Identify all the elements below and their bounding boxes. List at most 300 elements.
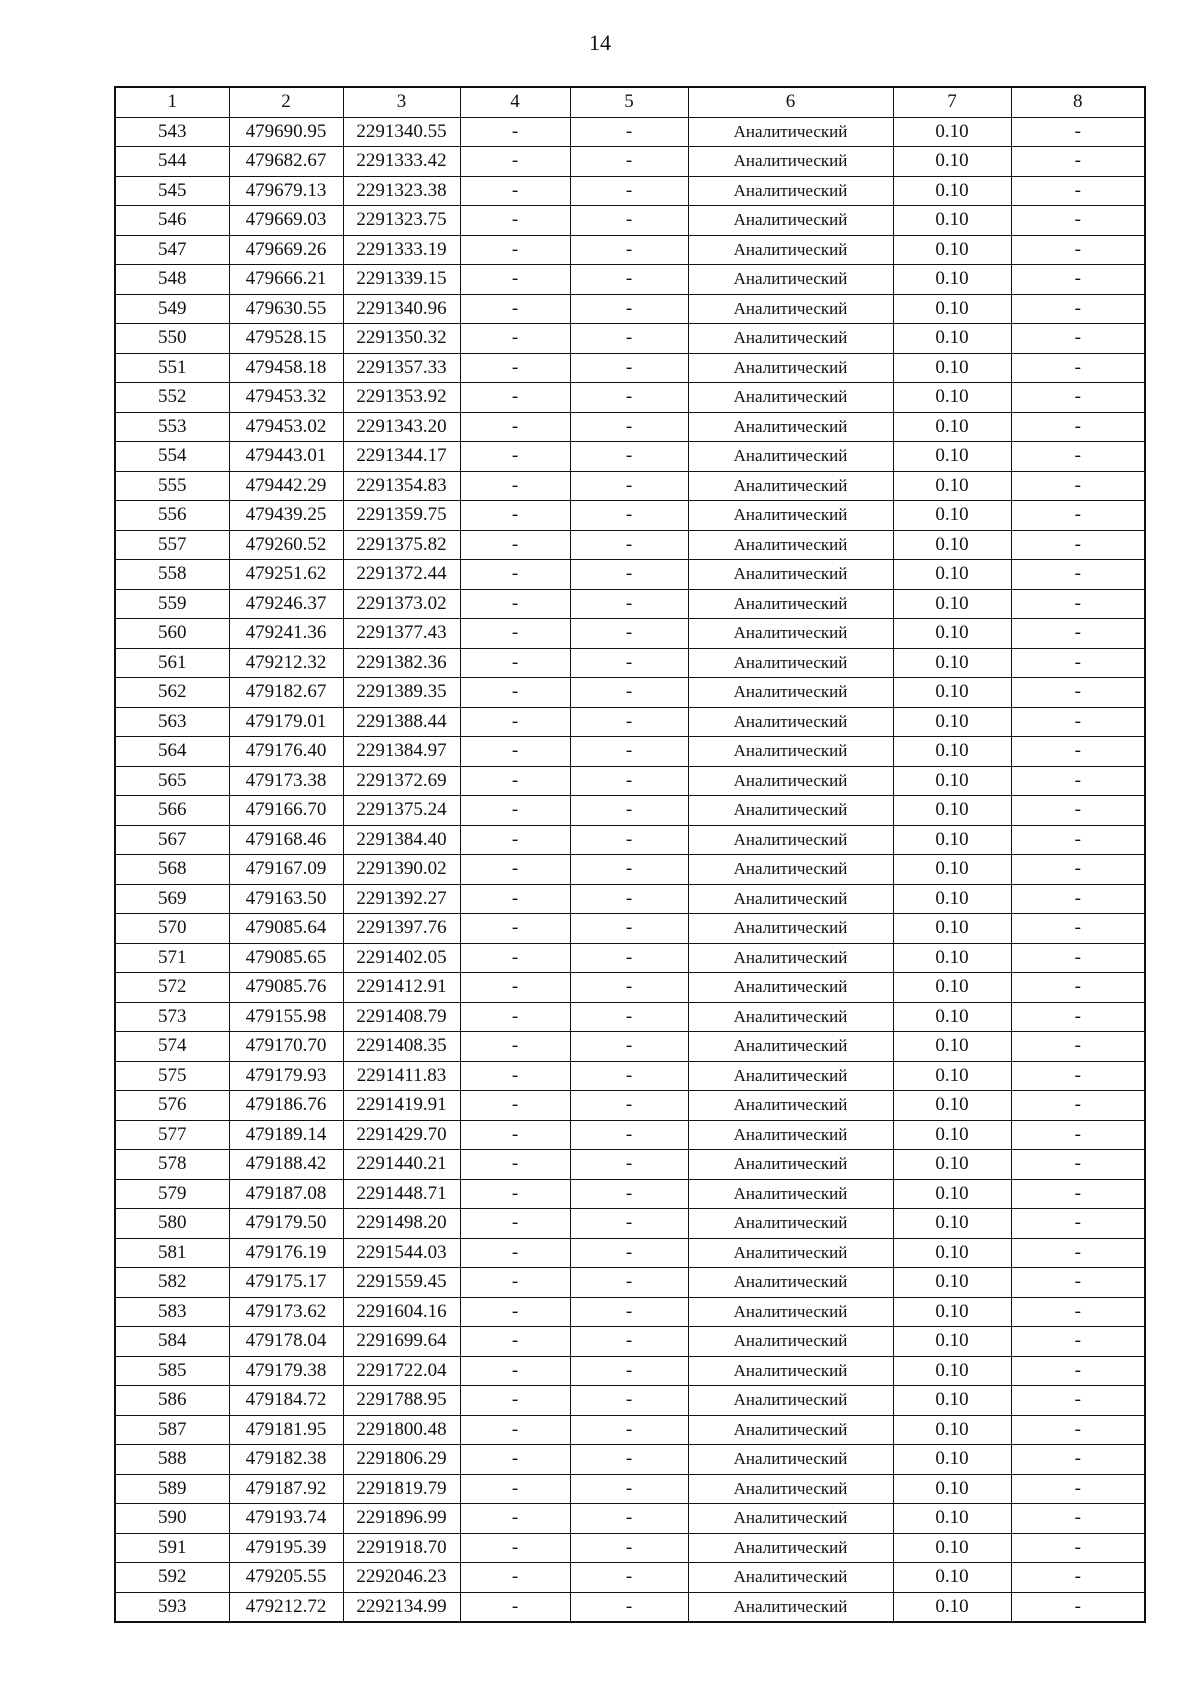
table-row — [115, 471, 1145, 501]
col5-cell: - — [570, 619, 688, 649]
col4-cell: - — [460, 1386, 570, 1416]
y-coordinate-cell: 2291372.44 — [343, 560, 460, 590]
col5-cell: - — [570, 1120, 688, 1150]
method-cell: Аналитический — [688, 442, 893, 472]
col4-cell: - — [460, 1091, 570, 1121]
point-number-cell: 577 — [115, 1120, 229, 1150]
col8-cell: - — [1011, 1386, 1145, 1416]
point-number-cell: 559 — [115, 589, 229, 619]
y-coordinate-cell: 2291604.16 — [343, 1297, 460, 1327]
accuracy-cell: 0.10 — [893, 147, 1011, 177]
column-header: 6 — [688, 87, 893, 117]
x-coordinate-cell: 479179.50 — [229, 1209, 343, 1239]
y-coordinate-cell: 2291440.21 — [343, 1150, 460, 1180]
y-coordinate-cell: 2291402.05 — [343, 943, 460, 973]
accuracy-cell: 0.10 — [893, 766, 1011, 796]
col5-cell: - — [570, 737, 688, 767]
point-number-cell: 576 — [115, 1091, 229, 1121]
col4-cell: - — [460, 1415, 570, 1445]
y-coordinate-cell: 2291384.97 — [343, 737, 460, 767]
x-coordinate-cell: 479453.32 — [229, 383, 343, 413]
x-coordinate-cell: 479168.46 — [229, 825, 343, 855]
accuracy-cell: 0.10 — [893, 117, 1011, 147]
col4-cell: - — [460, 1327, 570, 1357]
accuracy-cell: 0.10 — [893, 1592, 1011, 1622]
method-cell: Аналитический — [688, 589, 893, 619]
point-number-cell: 586 — [115, 1386, 229, 1416]
x-coordinate-cell: 479251.62 — [229, 560, 343, 590]
accuracy-cell: 0.10 — [893, 265, 1011, 295]
accuracy-cell: 0.10 — [893, 501, 1011, 531]
col5-cell: - — [570, 1179, 688, 1209]
col8-cell: - — [1011, 973, 1145, 1003]
col4-cell: - — [460, 501, 570, 531]
x-coordinate-cell: 479246.37 — [229, 589, 343, 619]
x-coordinate-cell: 479182.67 — [229, 678, 343, 708]
accuracy-cell: 0.10 — [893, 1120, 1011, 1150]
y-coordinate-cell: 2291412.91 — [343, 973, 460, 1003]
y-coordinate-cell: 2291419.91 — [343, 1091, 460, 1121]
col5-cell: - — [570, 648, 688, 678]
x-coordinate-cell: 479528.15 — [229, 324, 343, 354]
x-coordinate-cell: 479458.18 — [229, 353, 343, 383]
method-cell: Аналитический — [688, 884, 893, 914]
table-row — [115, 1150, 1145, 1180]
point-number-cell: 565 — [115, 766, 229, 796]
col8-cell: - — [1011, 1297, 1145, 1327]
table-row — [115, 678, 1145, 708]
col5-cell: - — [570, 825, 688, 855]
col5-cell: - — [570, 265, 688, 295]
col8-cell: - — [1011, 412, 1145, 442]
col8-cell: - — [1011, 1563, 1145, 1593]
point-number-cell: 545 — [115, 176, 229, 206]
col4-cell: - — [460, 1120, 570, 1150]
col8-cell: - — [1011, 147, 1145, 177]
x-coordinate-cell: 479690.95 — [229, 117, 343, 147]
y-coordinate-cell: 2291397.76 — [343, 914, 460, 944]
accuracy-cell: 0.10 — [893, 1268, 1011, 1298]
x-coordinate-cell: 479666.21 — [229, 265, 343, 295]
y-coordinate-cell: 2291359.75 — [343, 501, 460, 531]
table-row — [115, 1504, 1145, 1534]
table-row — [115, 648, 1145, 678]
col8-cell: - — [1011, 442, 1145, 472]
col4-cell: - — [460, 1032, 570, 1062]
y-coordinate-cell: 2291372.69 — [343, 766, 460, 796]
point-number-cell: 556 — [115, 501, 229, 531]
y-coordinate-cell: 2291448.71 — [343, 1179, 460, 1209]
col4-cell: - — [460, 648, 570, 678]
table-row — [115, 1327, 1145, 1357]
col4-cell: - — [460, 1002, 570, 1032]
x-coordinate-cell: 479212.32 — [229, 648, 343, 678]
method-cell: Аналитический — [688, 1533, 893, 1563]
table-row — [115, 501, 1145, 531]
y-coordinate-cell: 2291559.45 — [343, 1268, 460, 1298]
y-coordinate-cell: 2291353.92 — [343, 383, 460, 413]
y-coordinate-cell: 2291333.42 — [343, 147, 460, 177]
col5-cell: - — [570, 1150, 688, 1180]
table-row — [115, 353, 1145, 383]
col5-cell: - — [570, 1592, 688, 1622]
col5-cell: - — [570, 1563, 688, 1593]
point-number-cell: 590 — [115, 1504, 229, 1534]
col5-cell: - — [570, 678, 688, 708]
y-coordinate-cell: 2291323.75 — [343, 206, 460, 236]
accuracy-cell: 0.10 — [893, 884, 1011, 914]
col5-cell: - — [570, 235, 688, 265]
method-cell: Аналитический — [688, 678, 893, 708]
point-number-cell: 585 — [115, 1356, 229, 1386]
point-number-cell: 592 — [115, 1563, 229, 1593]
col5-cell: - — [570, 383, 688, 413]
x-coordinate-cell: 479166.70 — [229, 796, 343, 826]
table-row — [115, 737, 1145, 767]
column-header: 8 — [1011, 87, 1145, 117]
col4-cell: - — [460, 1268, 570, 1298]
col4-cell: - — [460, 914, 570, 944]
y-coordinate-cell: 2291800.48 — [343, 1415, 460, 1445]
table-row — [115, 265, 1145, 295]
accuracy-cell: 0.10 — [893, 589, 1011, 619]
col5-cell: - — [570, 973, 688, 1003]
method-cell: Аналитический — [688, 1504, 893, 1534]
col5-cell: - — [570, 766, 688, 796]
method-cell: Аналитический — [688, 973, 893, 1003]
x-coordinate-cell: 479176.40 — [229, 737, 343, 767]
x-coordinate-cell: 479443.01 — [229, 442, 343, 472]
column-header: 2 — [229, 87, 343, 117]
x-coordinate-cell: 479439.25 — [229, 501, 343, 531]
method-cell: Аналитический — [688, 855, 893, 885]
x-coordinate-cell: 479453.02 — [229, 412, 343, 442]
col4-cell: - — [460, 1238, 570, 1268]
col5-cell: - — [570, 1415, 688, 1445]
y-coordinate-cell: 2291806.29 — [343, 1445, 460, 1475]
point-number-cell: 548 — [115, 265, 229, 295]
col8-cell: - — [1011, 1238, 1145, 1268]
accuracy-cell: 0.10 — [893, 1327, 1011, 1357]
y-coordinate-cell: 2291375.24 — [343, 796, 460, 826]
point-number-cell: 563 — [115, 707, 229, 737]
table-row — [115, 1238, 1145, 1268]
point-number-cell: 567 — [115, 825, 229, 855]
table-row — [115, 117, 1145, 147]
point-number-cell: 561 — [115, 648, 229, 678]
method-cell: Аналитический — [688, 737, 893, 767]
point-number-cell: 589 — [115, 1474, 229, 1504]
x-coordinate-cell: 479085.64 — [229, 914, 343, 944]
col4-cell: - — [460, 1356, 570, 1386]
point-number-cell: 579 — [115, 1179, 229, 1209]
table-row — [115, 796, 1145, 826]
col8-cell: - — [1011, 1209, 1145, 1239]
accuracy-cell: 0.10 — [893, 530, 1011, 560]
col8-cell: - — [1011, 1150, 1145, 1180]
accuracy-cell: 0.10 — [893, 1533, 1011, 1563]
point-number-cell: 587 — [115, 1415, 229, 1445]
method-cell: Аналитический — [688, 471, 893, 501]
col5-cell: - — [570, 1504, 688, 1534]
col8-cell: - — [1011, 1327, 1145, 1357]
col4-cell: - — [460, 265, 570, 295]
method-cell: Аналитический — [688, 1474, 893, 1504]
x-coordinate-cell: 479179.38 — [229, 1356, 343, 1386]
x-coordinate-cell: 479173.62 — [229, 1297, 343, 1327]
method-cell: Аналитический — [688, 235, 893, 265]
point-number-cell: 552 — [115, 383, 229, 413]
table-row — [115, 1209, 1145, 1239]
table-row — [115, 1533, 1145, 1563]
col5-cell: - — [570, 1327, 688, 1357]
col8-cell: - — [1011, 176, 1145, 206]
col5-cell: - — [570, 294, 688, 324]
col5-cell: - — [570, 530, 688, 560]
method-cell: Аналитический — [688, 501, 893, 531]
method-cell: Аналитический — [688, 1209, 893, 1239]
col4-cell: - — [460, 884, 570, 914]
point-number-cell: 591 — [115, 1533, 229, 1563]
x-coordinate-cell: 479173.38 — [229, 766, 343, 796]
table-row — [115, 1415, 1145, 1445]
col8-cell: - — [1011, 1061, 1145, 1091]
method-cell: Аналитический — [688, 294, 893, 324]
x-coordinate-cell: 479193.74 — [229, 1504, 343, 1534]
col4-cell: - — [460, 294, 570, 324]
table-row — [115, 176, 1145, 206]
col4-cell: - — [460, 589, 570, 619]
y-coordinate-cell: 2291339.15 — [343, 265, 460, 295]
col8-cell: - — [1011, 530, 1145, 560]
accuracy-cell: 0.10 — [893, 176, 1011, 206]
col5-cell: - — [570, 589, 688, 619]
accuracy-cell: 0.10 — [893, 1091, 1011, 1121]
y-coordinate-cell: 2291340.96 — [343, 294, 460, 324]
col5-cell: - — [570, 707, 688, 737]
method-cell: Аналитический — [688, 265, 893, 295]
table-row — [115, 235, 1145, 265]
accuracy-cell: 0.10 — [893, 1002, 1011, 1032]
x-coordinate-cell: 479187.92 — [229, 1474, 343, 1504]
point-number-cell: 553 — [115, 412, 229, 442]
col5-cell: - — [570, 1209, 688, 1239]
accuracy-cell: 0.10 — [893, 1179, 1011, 1209]
y-coordinate-cell: 2291498.20 — [343, 1209, 460, 1239]
col5-cell: - — [570, 117, 688, 147]
col8-cell: - — [1011, 235, 1145, 265]
col8-cell: - — [1011, 914, 1145, 944]
method-cell: Аналитический — [688, 766, 893, 796]
method-cell: Аналитический — [688, 796, 893, 826]
col4-cell: - — [460, 1504, 570, 1534]
y-coordinate-cell: 2291350.32 — [343, 324, 460, 354]
point-number-cell: 573 — [115, 1002, 229, 1032]
method-cell: Аналитический — [688, 206, 893, 236]
table-body — [115, 117, 1145, 1622]
col8-cell: - — [1011, 884, 1145, 914]
col5-cell: - — [570, 914, 688, 944]
table-row — [115, 412, 1145, 442]
point-number-cell: 569 — [115, 884, 229, 914]
accuracy-cell: 0.10 — [893, 1238, 1011, 1268]
col8-cell: - — [1011, 353, 1145, 383]
header-row — [115, 87, 1145, 117]
col4-cell: - — [460, 766, 570, 796]
method-cell: Аналитический — [688, 914, 893, 944]
accuracy-cell: 0.10 — [893, 1415, 1011, 1445]
accuracy-cell: 0.10 — [893, 1445, 1011, 1475]
col5-cell: - — [570, 471, 688, 501]
col8-cell: - — [1011, 1592, 1145, 1622]
col4-cell: - — [460, 117, 570, 147]
col8-cell: - — [1011, 1474, 1145, 1504]
point-number-cell: 554 — [115, 442, 229, 472]
accuracy-cell: 0.10 — [893, 678, 1011, 708]
table-row — [115, 1268, 1145, 1298]
point-number-cell: 588 — [115, 1445, 229, 1475]
table-row — [115, 914, 1145, 944]
col5-cell: - — [570, 1297, 688, 1327]
table-row — [115, 530, 1145, 560]
table-row — [115, 206, 1145, 236]
x-coordinate-cell: 479241.36 — [229, 619, 343, 649]
y-coordinate-cell: 2291344.17 — [343, 442, 460, 472]
table-row — [115, 1032, 1145, 1062]
col4-cell: - — [460, 1474, 570, 1504]
col8-cell: - — [1011, 1091, 1145, 1121]
point-number-cell: 593 — [115, 1592, 229, 1622]
col4-cell: - — [460, 471, 570, 501]
y-coordinate-cell: 2291429.70 — [343, 1120, 460, 1150]
x-coordinate-cell: 479155.98 — [229, 1002, 343, 1032]
accuracy-cell: 0.10 — [893, 914, 1011, 944]
accuracy-cell: 0.10 — [893, 1504, 1011, 1534]
point-number-cell: 572 — [115, 973, 229, 1003]
point-number-cell: 555 — [115, 471, 229, 501]
col5-cell: - — [570, 1238, 688, 1268]
col4-cell: - — [460, 324, 570, 354]
method-cell: Аналитический — [688, 176, 893, 206]
col4-cell: - — [460, 412, 570, 442]
x-coordinate-cell: 479187.08 — [229, 1179, 343, 1209]
point-number-cell: 560 — [115, 619, 229, 649]
col8-cell: - — [1011, 1120, 1145, 1150]
col8-cell: - — [1011, 943, 1145, 973]
x-coordinate-cell: 479178.04 — [229, 1327, 343, 1357]
col4-cell: - — [460, 1533, 570, 1563]
col8-cell: - — [1011, 501, 1145, 531]
y-coordinate-cell: 2291354.83 — [343, 471, 460, 501]
method-cell: Аналитический — [688, 324, 893, 354]
column-header: 5 — [570, 87, 688, 117]
point-number-cell: 564 — [115, 737, 229, 767]
table-row — [115, 560, 1145, 590]
table-row — [115, 1445, 1145, 1475]
col4-cell: - — [460, 1563, 570, 1593]
y-coordinate-cell: 2291389.35 — [343, 678, 460, 708]
point-number-cell: 580 — [115, 1209, 229, 1239]
col8-cell: - — [1011, 589, 1145, 619]
table-row — [115, 707, 1145, 737]
accuracy-cell: 0.10 — [893, 855, 1011, 885]
x-coordinate-cell: 479186.76 — [229, 1091, 343, 1121]
column-header: 3 — [343, 87, 460, 117]
col5-cell: - — [570, 176, 688, 206]
col4-cell: - — [460, 1209, 570, 1239]
x-coordinate-cell: 479669.03 — [229, 206, 343, 236]
point-number-cell: 574 — [115, 1032, 229, 1062]
y-coordinate-cell: 2292134.99 — [343, 1592, 460, 1622]
col8-cell: - — [1011, 1179, 1145, 1209]
col5-cell: - — [570, 1002, 688, 1032]
table-row — [115, 1474, 1145, 1504]
point-number-cell: 583 — [115, 1297, 229, 1327]
y-coordinate-cell: 2291377.43 — [343, 619, 460, 649]
point-number-cell: 562 — [115, 678, 229, 708]
col5-cell: - — [570, 412, 688, 442]
col8-cell: - — [1011, 766, 1145, 796]
col5-cell: - — [570, 442, 688, 472]
col4-cell: - — [460, 1179, 570, 1209]
col8-cell: - — [1011, 383, 1145, 413]
col4-cell: - — [460, 1061, 570, 1091]
accuracy-cell: 0.10 — [893, 619, 1011, 649]
col5-cell: - — [570, 353, 688, 383]
x-coordinate-cell: 479679.13 — [229, 176, 343, 206]
method-cell: Аналитический — [688, 1592, 893, 1622]
col5-cell: - — [570, 147, 688, 177]
col5-cell: - — [570, 1386, 688, 1416]
y-coordinate-cell: 2291408.79 — [343, 1002, 460, 1032]
accuracy-cell: 0.10 — [893, 1297, 1011, 1327]
x-coordinate-cell: 479189.14 — [229, 1120, 343, 1150]
col8-cell: - — [1011, 1032, 1145, 1062]
method-cell: Аналитический — [688, 1238, 893, 1268]
table-row — [115, 973, 1145, 1003]
col5-cell: - — [570, 1356, 688, 1386]
y-coordinate-cell: 2291373.02 — [343, 589, 460, 619]
col8-cell: - — [1011, 648, 1145, 678]
x-coordinate-cell: 479163.50 — [229, 884, 343, 914]
x-coordinate-cell: 479170.70 — [229, 1032, 343, 1062]
point-number-cell: 558 — [115, 560, 229, 590]
x-coordinate-cell: 479188.42 — [229, 1150, 343, 1180]
method-cell: Аналитический — [688, 1032, 893, 1062]
table-row — [115, 442, 1145, 472]
column-header: 4 — [460, 87, 570, 117]
x-coordinate-cell: 479260.52 — [229, 530, 343, 560]
col8-cell: - — [1011, 1415, 1145, 1445]
col8-cell: - — [1011, 1504, 1145, 1534]
point-number-cell: 557 — [115, 530, 229, 560]
col8-cell: - — [1011, 796, 1145, 826]
col5-cell: - — [570, 855, 688, 885]
method-cell: Аналитический — [688, 1150, 893, 1180]
y-coordinate-cell: 2291388.44 — [343, 707, 460, 737]
accuracy-cell: 0.10 — [893, 737, 1011, 767]
table-row — [115, 1091, 1145, 1121]
coordinates-table — [114, 86, 1146, 1623]
x-coordinate-cell: 479176.19 — [229, 1238, 343, 1268]
accuracy-cell: 0.10 — [893, 560, 1011, 590]
table-row — [115, 1120, 1145, 1150]
col4-cell: - — [460, 737, 570, 767]
table-row — [115, 766, 1145, 796]
y-coordinate-cell: 2291333.19 — [343, 235, 460, 265]
y-coordinate-cell: 2291788.95 — [343, 1386, 460, 1416]
accuracy-cell: 0.10 — [893, 707, 1011, 737]
